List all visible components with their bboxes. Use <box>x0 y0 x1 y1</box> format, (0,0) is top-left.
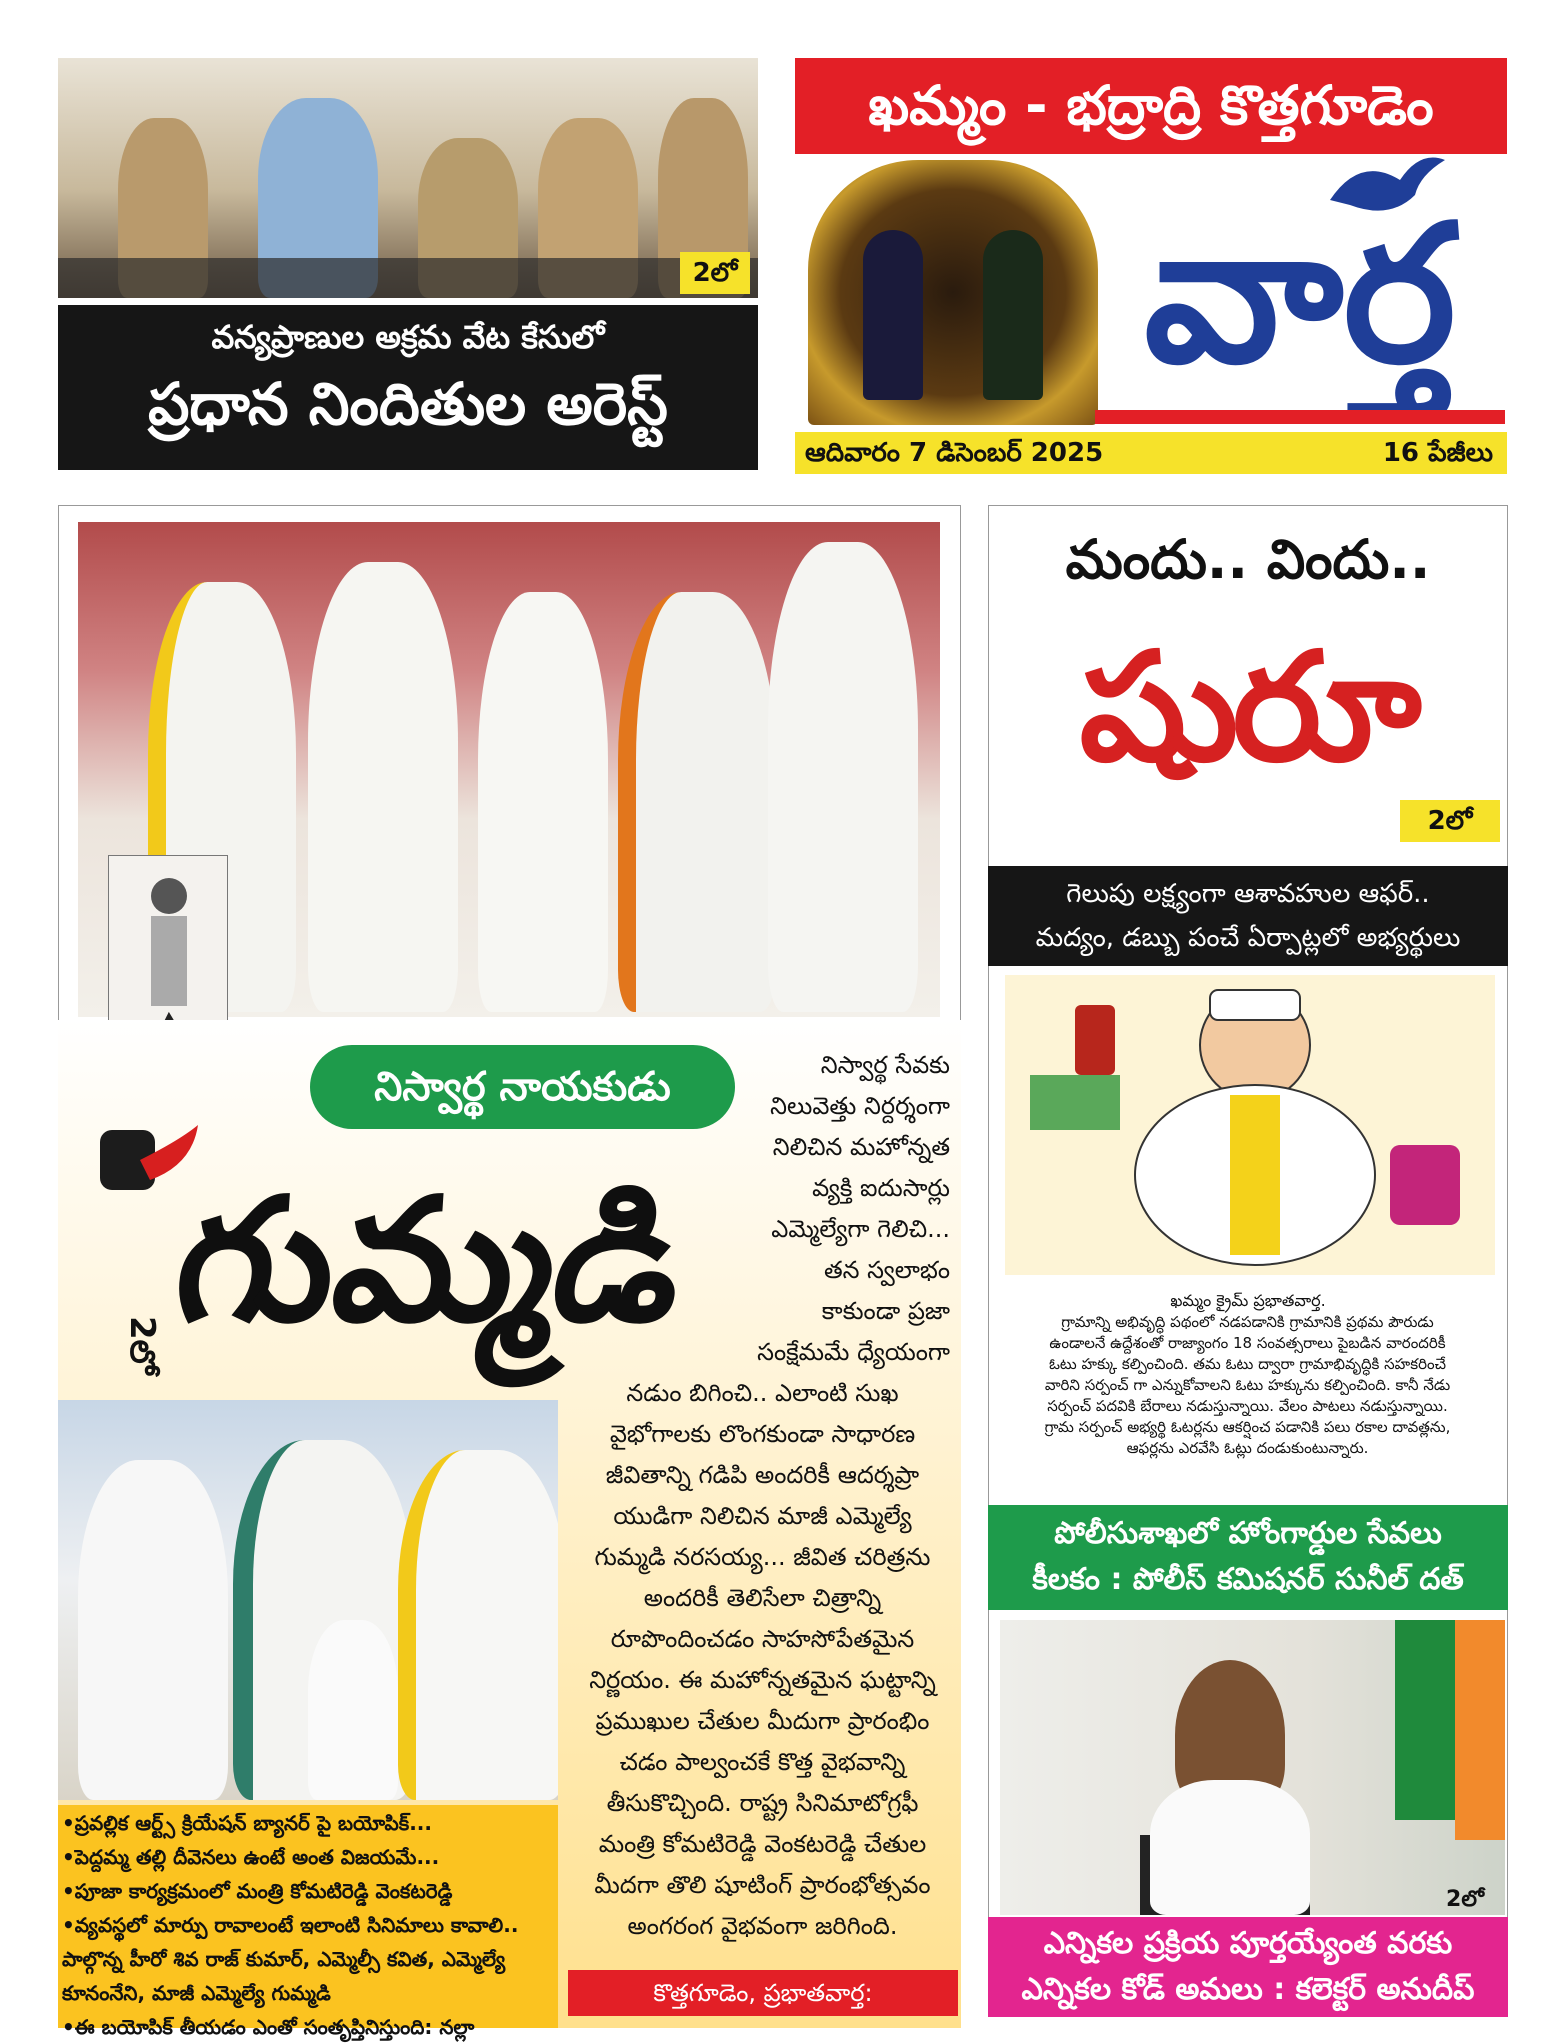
body-line: మంత్రి కోమటిరెడ్డి వెంకటరెడ్డి చేతుల <box>598 1830 927 1858</box>
top-story-headline[interactable]: ప్రధాన నిందితుల అరెస్ట్ <box>148 370 668 438</box>
subhead-line: మద్యం, డబ్బు పంచే ఏర్పాట్లలో అభ్యర్థులు <box>1035 923 1461 953</box>
body-line: నడుం బిగించి.. ఎలాంటి సుఖ <box>626 1379 899 1407</box>
side-story-title[interactable]: షురూ <box>1079 619 1416 795</box>
bullet-item: పాల్గొన్న హీరో శివ రాజ్ కుమార్, ఎమ్మెల్సీ కవిత, ఎమ్మెల్యే <box>62 1947 506 1971</box>
side-story-body <box>990 1312 1505 1459</box>
police-press-photo <box>58 58 758 298</box>
side-story-subhead <box>988 866 1508 966</box>
body-line: వైభోగాలకు లొంగకుండా సాధారణ <box>609 1420 916 1448</box>
politician-cartoon <box>1005 975 1495 1275</box>
body-line: నిలిచిన మహోన్నత <box>772 1133 950 1161</box>
body-line: నిస్వార్థ సేవకు <box>820 1051 950 1079</box>
lead-story-body <box>565 1045 960 1947</box>
body-line: కాకుండా ప్రజా <box>821 1297 950 1325</box>
collector-headline-line[interactable]: ఎన్నికల కోడ్ అమలు : కలెక్టర్ అనుదీప్ <box>1021 1972 1475 2007</box>
side-story-badge[interactable]: 2లో <box>1400 800 1500 842</box>
body-line: నిర్ణయం. ఈ మహోన్నతమైన ఘట్టాన్ని <box>589 1666 936 1694</box>
body-line: వ్యక్తి ఐదుసార్లు <box>812 1174 950 1202</box>
body-line: సర్పంచ్ పదవికి బేరాలు నడుస్తున్నాయి. వేలం పాటలు నడుస్తున్నాయి. <box>1047 1397 1448 1415</box>
collector-photo <box>1000 1620 1505 1915</box>
film-launch-photo <box>58 1400 558 1800</box>
body-line: వారిని సర్పంచ్ గా ఎన్నుకోవాలని ఓటు హక్కును కల్పించింది. కానీ నేడు <box>1044 1376 1451 1394</box>
collector-headline-line[interactable]: ఎన్నికల ప్రక్రియ పూర్తయ్యేంత వరకు <box>1043 1926 1453 1961</box>
body-line: గుమ్మడి నరసయ్య... జీవిత చరిత్రను <box>594 1543 931 1571</box>
body-line: నిలువెత్తు నిర్దర్శంగా <box>770 1092 950 1120</box>
body-line: ఆఫర్లను ఎరవేసి ఓట్లు దండుకుంటున్నారు. <box>1126 1439 1369 1457</box>
body-line: గ్రామాన్ని అభివృద్ధి పథంలో నడపడానికి గ్రామానికి ప్రథమ పౌరుడు <box>1061 1313 1434 1331</box>
body-line: తీసుకొచ్చింది. రాష్ట్ర సినిమాటోగ్రఫీ <box>606 1789 919 1817</box>
temple-deity-image <box>808 160 1098 425</box>
collector-story-badge[interactable]: 2లో <box>1446 1887 1484 1912</box>
body-line: అందరికీ తెలిసేలా చిత్రాన్ని <box>643 1584 882 1612</box>
subhead-line: గెలుపు లక్ష్యంగా ఆశావహుల ఆఫర్.. <box>1066 879 1430 909</box>
police-headline-line[interactable]: కీలకం : పోలీస్ కమిషనర్ సునీల్ దత్ <box>1032 1562 1464 1597</box>
body-line: ఓటు హక్కు కల్పించింది. తమ ఓటు ద్వారా గ్రామాభివృద్ధికి సహకరించే <box>1048 1355 1447 1373</box>
issue-date: ఆదివారం 7 డిసెంబర్ 2025 <box>805 438 1104 468</box>
bullet-item: •ప్రవల్లిక ఆర్ట్స్ క్రియేషన్ బ్యానర్ పై బయోపిక్... <box>62 1811 432 1835</box>
bullet-item: కూనంనేని, మాజీ ఎమ్మెల్యే గుమ్మడి <box>62 1981 331 2005</box>
police-headline-line[interactable]: పోలీసుశాఖలో హోంగార్డుల సేవలు <box>1054 1516 1442 1551</box>
body-line: ఎమ్మెల్యేగా గెలిచి... <box>771 1215 950 1243</box>
bullet-item: •ఈ బయోపిక్ తీయడం ఎంతో సంతృప్తినిస్తుంది: నల్లా <box>62 2015 475 2039</box>
top-story-kicker: వన్యప్రాణుల అక్రమ వేట కేసులో <box>211 318 605 356</box>
body-line: మీదగా తొలి షూటింగ్ ప్రారంభోత్సవం <box>594 1871 931 1899</box>
lead-title-badge[interactable]: 2లో <box>122 1315 162 1375</box>
region-name: ఖమ్మం - భద్రాద్రి కొత్తగూడెం <box>868 74 1434 137</box>
lead-story-bullets <box>62 1806 582 2044</box>
top-story-badge[interactable]: 2లో <box>680 252 750 294</box>
logo-underline <box>1095 410 1505 424</box>
bullet-item: •వ్యవస్థలో మార్పు రావాలంటే ఇలాంటి సినిమాలు కావాలి.. <box>62 1913 519 1937</box>
lead-story-tag[interactable]: నిస్వార్థ నాయకుడు <box>310 1045 735 1129</box>
top-story-headline-box <box>58 305 758 470</box>
body-line: రూపొందించడం సాహసోపేతమైన <box>610 1625 915 1653</box>
lead-story-dateline: కొత్తగూడెం, ప్రభాతవార్త: <box>568 1970 958 2016</box>
body-line: ఉండాలనే ఉద్దేశంతో రాజ్యాంగం 18 సంవత్సరాలు పైబడిన వారందరికీ <box>1049 1334 1446 1352</box>
body-line: గ్రామ సర్పంచ్ అభ్యర్థి ఓటర్లను ఆకర్షించ పడానికి పలు రకాల దావత్లను, <box>1044 1418 1451 1436</box>
side-story-kicker: మందు.. విందు.. <box>1065 528 1431 591</box>
collector-story-headline <box>988 1917 1508 2017</box>
police-story-headline <box>988 1505 1508 1610</box>
body-line: తన స్వలాభం <box>823 1256 950 1284</box>
region-banner <box>795 58 1507 154</box>
body-line: అంగరంగ వైభవంగా జరిగింది. <box>627 1912 898 1940</box>
bullet-item: •పెద్దమ్మ తల్లి దీవెనలు ఉంటే అంత విజయమే... <box>62 1845 440 1869</box>
body-line: ప్రముఖుల చేతుల మీదుగా ప్రారంభిం <box>595 1707 930 1735</box>
body-line: యుడిగా నిలిచిన మాజీ ఎమ్మెల్యే <box>613 1502 912 1530</box>
date-bar <box>795 432 1507 474</box>
bullet-item: •పూజా కార్యక్రమంలో మంత్రి కోమటిరెడ్డి వెంకటరెడ్డి <box>62 1879 453 1903</box>
page-count: 16 పేజీలు <box>1382 438 1493 468</box>
body-line: జీవితాన్ని గడిపి అందరికీ ఆదర్శప్రా <box>605 1461 920 1489</box>
lead-story-title[interactable]: గుమ్మడి <box>164 1160 696 1360</box>
body-line: సంక్షేమమే ధ్యేయంగా <box>757 1338 950 1366</box>
side-story-dateline: ఖమ్మం క్రైమ్ ప్రభాతవార్త. <box>1170 1291 1326 1310</box>
masthead-logo[interactable]: వార్త <box>1144 184 1456 405</box>
body-line: చడం పాల్వంచకే కొత్త వైభవాన్ని <box>619 1748 906 1776</box>
